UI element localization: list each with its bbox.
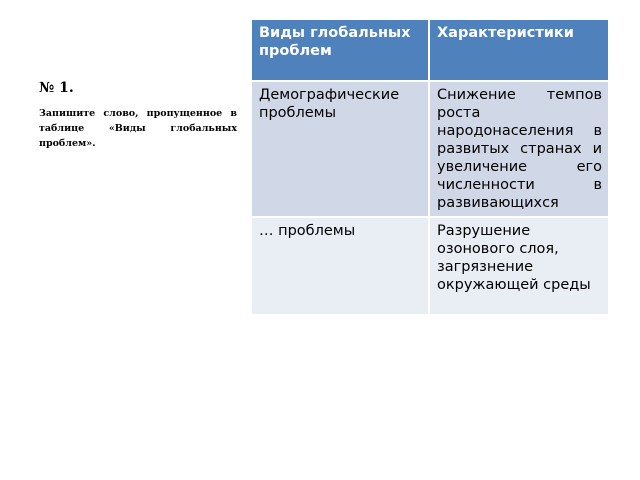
table-header-row	[251, 19, 609, 81]
table-row	[251, 81, 609, 217]
header-problem-types: Виды глобальных проблем	[251, 19, 429, 81]
task-number: № 1.	[39, 80, 74, 96]
cell-problem-type-missing: … проблемы	[251, 217, 429, 315]
cell-problem-type: Демографические проблемы	[251, 81, 429, 217]
header-characteristics: Характеристики	[429, 19, 609, 81]
cell-characteristic: Разрушение озонового слоя, загрязнение окружающей среды	[429, 217, 609, 315]
cell-characteristic: Снижение темпов роста народонаселения в развитых странах и увеличение его численности в развивающихся	[429, 81, 609, 217]
global-problems-table	[250, 18, 610, 316]
task-instruction: Запишите слово, пропущенное в таблице «Виды глобальных проблем».	[39, 108, 237, 149]
table-row	[251, 217, 609, 315]
